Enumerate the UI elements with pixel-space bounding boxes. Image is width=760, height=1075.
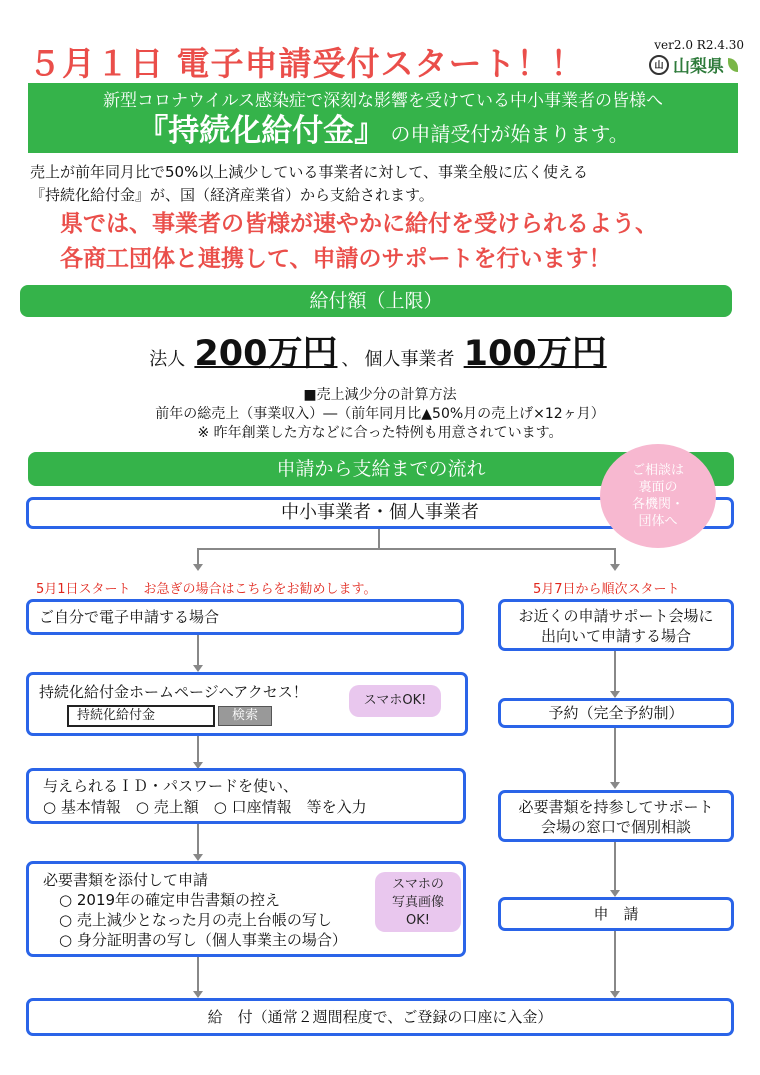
list-item: ○ 身分証明書の写し（個人事業主の場合）: [59, 931, 347, 949]
step-venue-line: お近くの申請サポート会場に: [518, 607, 714, 625]
headline-banner: [28, 83, 738, 153]
arrow-down-icon: [610, 691, 620, 698]
tag-line: OK!: [406, 913, 430, 928]
amount-values: [0, 326, 760, 376]
step-reservation: 予約（完全予約制）: [498, 698, 734, 728]
support-message: [60, 207, 658, 277]
arrow-down-icon: [610, 991, 620, 998]
corp-label: 法人: [149, 349, 186, 370]
connector-line: [614, 842, 616, 892]
support-line: 県では、事業者の皆様が速やかに給付を受けられるよう、: [60, 211, 658, 237]
step-self-apply: ご自分で電子申請する場合: [26, 599, 464, 635]
prefecture-logo: [649, 52, 738, 77]
step-bring-line: 必要書類を持参してサポート: [518, 798, 714, 816]
step-bring-documents: [498, 790, 734, 842]
intro-line: 売上が前年同月比で50%以上減少している事業者に対して、事業全般に広く使える: [30, 163, 589, 181]
left-path-label: 5月1日スタート お急ぎの場合はこちらをお勧めします。: [36, 582, 377, 597]
applicant-box: 中小事業者・個人事業者: [26, 497, 734, 529]
prefecture-name: 山梨県: [673, 57, 724, 77]
connector-line: [197, 736, 199, 764]
calculation-note: ※ 昨年創業した方などに合った特例も用意されています。: [197, 425, 563, 441]
connector-line: [197, 635, 199, 667]
step-enter-info-line: ○ 基本情報 ○ 売上額 ○ 口座情報 等を入力: [43, 798, 367, 816]
right-path-label: 5月7日から順次スタート: [533, 582, 680, 597]
search-input[interactable]: 持続化給付金: [67, 705, 215, 727]
tag-line: 写真画像: [391, 895, 444, 910]
amount-section-bar: 給付額（上限）: [20, 285, 732, 317]
arrow-down-icon: [193, 854, 203, 861]
arrow-down-icon: [193, 665, 203, 672]
calculation-title: ■売上減少分の計算方法: [303, 387, 457, 403]
calculation-formula: 前年の総売上（事業収入）―（前年同月比▲50%月の売上げ×12ヶ月）: [155, 406, 605, 422]
consult-line: 団体へ: [638, 514, 678, 529]
arrow-down-icon: [610, 782, 620, 789]
calculation-method: [0, 386, 760, 443]
intro-text: [30, 161, 588, 207]
connector-line: [378, 529, 380, 549]
list-item: ○ 2019年の確定申告書類の控え: [59, 891, 281, 909]
consult-line: ご相談は: [631, 463, 684, 478]
smartphone-ok-tag: スマホOK!: [349, 685, 441, 717]
connector-line: [614, 728, 616, 784]
connector-line: [197, 957, 199, 993]
step-payment: 給 付（通常２週間程度で、ご登録の口座に入金）: [26, 998, 734, 1036]
connector-line: [614, 931, 616, 993]
banner-headline-rest: の申請受付が始まります。: [390, 122, 629, 146]
leaf-icon: [728, 58, 738, 72]
consult-line: 各機関・: [631, 497, 684, 512]
connector-line: [614, 651, 616, 693]
individual-label: 個人事業者: [364, 349, 455, 370]
connector-line: [197, 548, 615, 550]
step-apply: 申 請: [498, 897, 734, 931]
arrow-down-icon: [193, 991, 203, 998]
step-docs-title: 必要書類を添付して申請: [43, 871, 209, 889]
prefecture-seal-icon: 山: [649, 55, 669, 75]
connector-line: [197, 824, 199, 856]
consult-line: 裏面の: [638, 480, 678, 495]
search-button[interactable]: 検索: [218, 706, 272, 726]
individual-amount: 100万円: [463, 334, 607, 374]
support-line: 各商工団体と連携して、申請のサポートを行います！: [60, 246, 612, 272]
step-enter-info-line: 与えられるＩＤ・パスワードを使い、: [43, 777, 299, 795]
arrow-down-icon: [610, 564, 620, 571]
consult-bubble: [600, 444, 716, 548]
corp-amount: 200万円: [194, 334, 338, 374]
banner-headline: [28, 105, 738, 150]
step-venue-line: 出向いて申請する場合: [540, 627, 691, 645]
step-venue-apply: [498, 599, 734, 651]
step-attach-documents: [26, 861, 466, 957]
step-bring-line: 会場の窓口で個別相談: [540, 818, 691, 836]
page-title: ５月１日 電子申請受付スタート！！: [28, 44, 585, 83]
arrow-down-icon: [193, 564, 203, 571]
list-item: ○ 売上減少となった月の売上台帳の写し: [59, 911, 332, 929]
amount-separator: 、: [341, 349, 360, 370]
step-enter-info: [26, 768, 466, 824]
flow-section-bar: 申請から支給までの流れ: [28, 452, 734, 486]
arrow-down-icon: [610, 890, 620, 897]
version-label: ver2.0 R2.4.30: [654, 38, 744, 52]
banner-subtitle: 新型コロナウイルス感染症で深刻な影響を受けている中小事業者の皆様へ: [103, 91, 663, 111]
step-access-text: 持続化給付金ホームページへアクセス！: [39, 683, 308, 701]
tag-line: スマホの: [392, 877, 444, 892]
banner-headline-program: 『持続化給付金』: [137, 113, 386, 149]
intro-line: 『持続化給付金』が、国（経済産業省）から支給されます。: [30, 186, 434, 204]
smartphone-photo-ok-tag: [375, 872, 461, 932]
step-access-homepage: [26, 672, 468, 736]
